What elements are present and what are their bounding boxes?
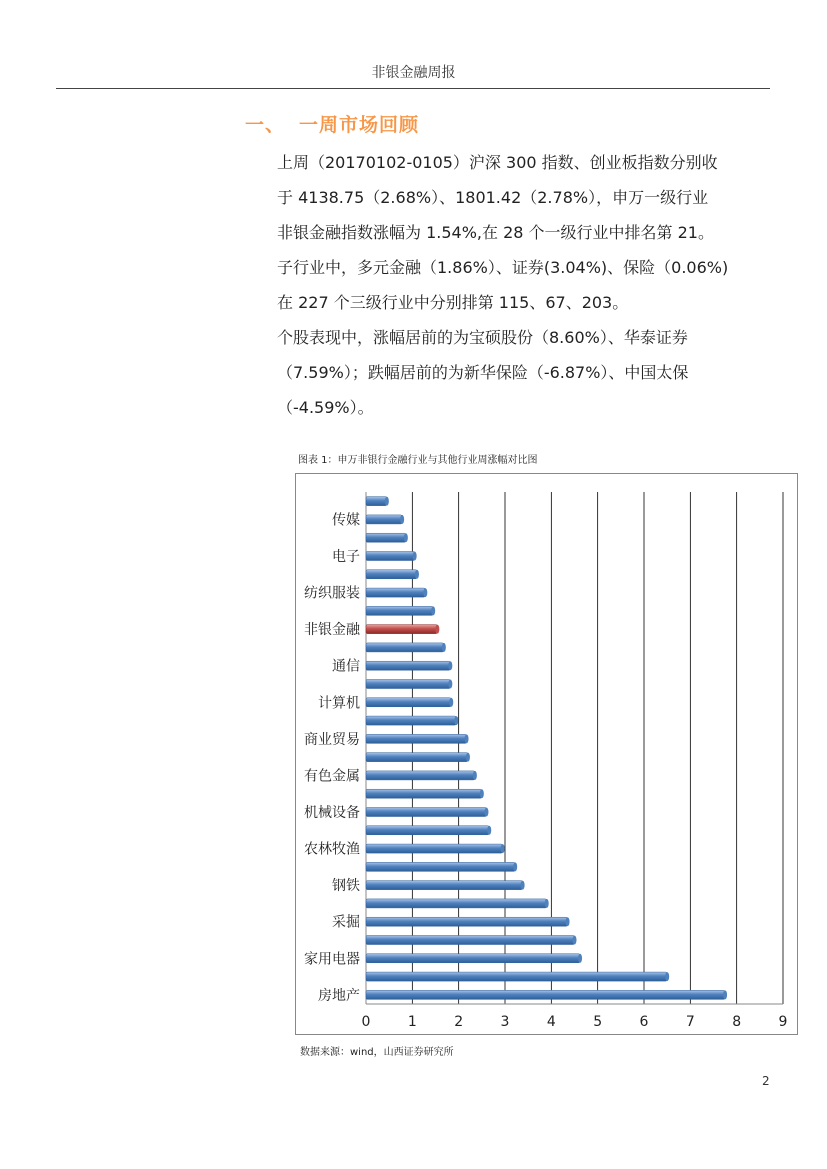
bar-end-cap (385, 497, 389, 506)
bar (366, 716, 456, 725)
x-tick-label: 9 (778, 1014, 788, 1030)
bar (366, 808, 486, 817)
bar-end-cap (454, 716, 458, 725)
paragraph-line: 个股表现中，涨幅居前的为宝硕股份（8.60%）、华泰证券 (277, 328, 688, 347)
industry-return-chart (295, 473, 798, 1035)
grid-layer (366, 492, 783, 1004)
paragraph-line: 在 227 个三级行业中分别排第 115、67、203。 (277, 293, 629, 312)
tick-layer (362, 1014, 788, 1030)
bar-end-cap (723, 990, 727, 999)
figure-caption: 图表 1：申万非银行金融行业与其他行业周涨幅对比图 (298, 455, 538, 466)
category-label: 采掘 (332, 914, 360, 931)
bar (366, 515, 402, 524)
category-label: 家用电器 (304, 951, 360, 968)
x-tick-label: 3 (500, 1014, 510, 1030)
bar (366, 917, 568, 926)
data-source-note: 数据来源：wind，山西证券研究所 (300, 1047, 454, 1058)
x-tick-label: 2 (454, 1014, 464, 1030)
bar-end-cap (423, 588, 427, 597)
bar-end-cap (466, 753, 470, 762)
bar-end-cap (465, 734, 469, 743)
bar-end-cap (448, 680, 452, 689)
category-label: 钢铁 (332, 878, 360, 895)
bar (366, 844, 503, 853)
bar-chart-svg (296, 474, 799, 1036)
bar (366, 954, 580, 963)
bar-end-cap (484, 808, 488, 817)
bar (366, 862, 515, 871)
bar (366, 680, 450, 689)
bar (366, 497, 387, 506)
bar-end-cap (448, 661, 452, 670)
bar-end-cap (400, 515, 404, 524)
bar (366, 771, 475, 780)
bar-end-cap (665, 972, 669, 981)
paragraph-line: 子行业中，多元金融（1.86%）、证券(3.04%)、保险（0.06%) (277, 258, 729, 277)
bar (366, 533, 406, 542)
category-label: 电子 (332, 549, 360, 565)
bar (366, 899, 547, 908)
bar-end-cap (404, 533, 408, 542)
bar-end-cap (431, 606, 435, 615)
bar-end-cap (521, 881, 525, 890)
bar (366, 606, 433, 615)
x-tick-label: 4 (546, 1014, 556, 1030)
paragraph-line: 于 4138.75（2.68%）、1801.42（2.78%），申万一级行业 (277, 188, 709, 207)
category-label: 非银金融 (304, 622, 360, 639)
bar (366, 881, 523, 890)
page-number: 2 (762, 1074, 770, 1088)
paragraph-line: （7.59%）；跌幅居前的为新华保险（-6.87%）、中国太保 (277, 363, 689, 382)
bar (366, 789, 482, 798)
category-label: 纺织服装 (304, 585, 360, 602)
bar-end-cap (449, 698, 453, 707)
bar-highlight (366, 625, 437, 634)
x-tick-label: 8 (732, 1014, 742, 1030)
bar-end-cap (442, 643, 446, 652)
category-label: 房地产 (318, 987, 360, 1004)
bar (366, 643, 444, 652)
bar (366, 552, 415, 561)
report-header-title: 非银金融周报 (371, 65, 456, 81)
bar-end-cap (513, 862, 517, 871)
x-tick-label: 1 (407, 1014, 417, 1030)
bar (366, 698, 451, 707)
label-layer (304, 511, 361, 1003)
x-tick-label: 5 (593, 1014, 603, 1030)
x-tick-label: 0 (361, 1014, 371, 1030)
paragraph-line: （-4.59%）。 (277, 398, 374, 417)
bar-layer (366, 497, 727, 1000)
bar-end-cap (413, 552, 417, 561)
category-label: 机械设备 (304, 805, 360, 821)
bar-end-cap (480, 789, 484, 798)
bar (366, 661, 450, 670)
category-label: 商业贸易 (304, 731, 360, 748)
bar-end-cap (501, 844, 505, 853)
bar (366, 753, 468, 762)
bar-end-cap (545, 899, 549, 908)
bar-end-cap (573, 936, 577, 945)
x-tick-label: 6 (639, 1014, 649, 1030)
category-label: 有色金属 (304, 768, 360, 785)
header-divider (56, 88, 770, 89)
section-title: 一周市场回顾 (299, 114, 420, 136)
section-heading (245, 110, 419, 137)
bar-end-cap (487, 826, 491, 835)
bar (366, 936, 575, 945)
bar (366, 990, 725, 999)
paragraph-line: 非银金融指数涨幅为 1.54%,在 28 个一级行业中排名第 21。 (277, 223, 714, 242)
bar (366, 826, 489, 835)
category-label: 计算机 (318, 695, 360, 712)
bar (366, 972, 667, 981)
bar-end-cap (415, 570, 419, 579)
bar-end-cap (473, 771, 477, 780)
section-number: 一、 (245, 114, 286, 136)
bar-end-cap (566, 917, 570, 926)
bar-end-cap (435, 625, 439, 634)
bar (366, 570, 417, 579)
bar-end-cap (578, 954, 582, 963)
paragraph-line: 上周（20170102-0105）沪深 300 指数、创业板指数分别收 (277, 153, 718, 172)
category-label: 农林牧渔 (304, 841, 360, 858)
bar (366, 734, 467, 743)
x-tick-label: 7 (685, 1014, 695, 1030)
bar (366, 588, 425, 597)
market-review-text (277, 145, 777, 425)
category-label: 通信 (332, 658, 360, 675)
category-label: 传媒 (332, 512, 360, 529)
